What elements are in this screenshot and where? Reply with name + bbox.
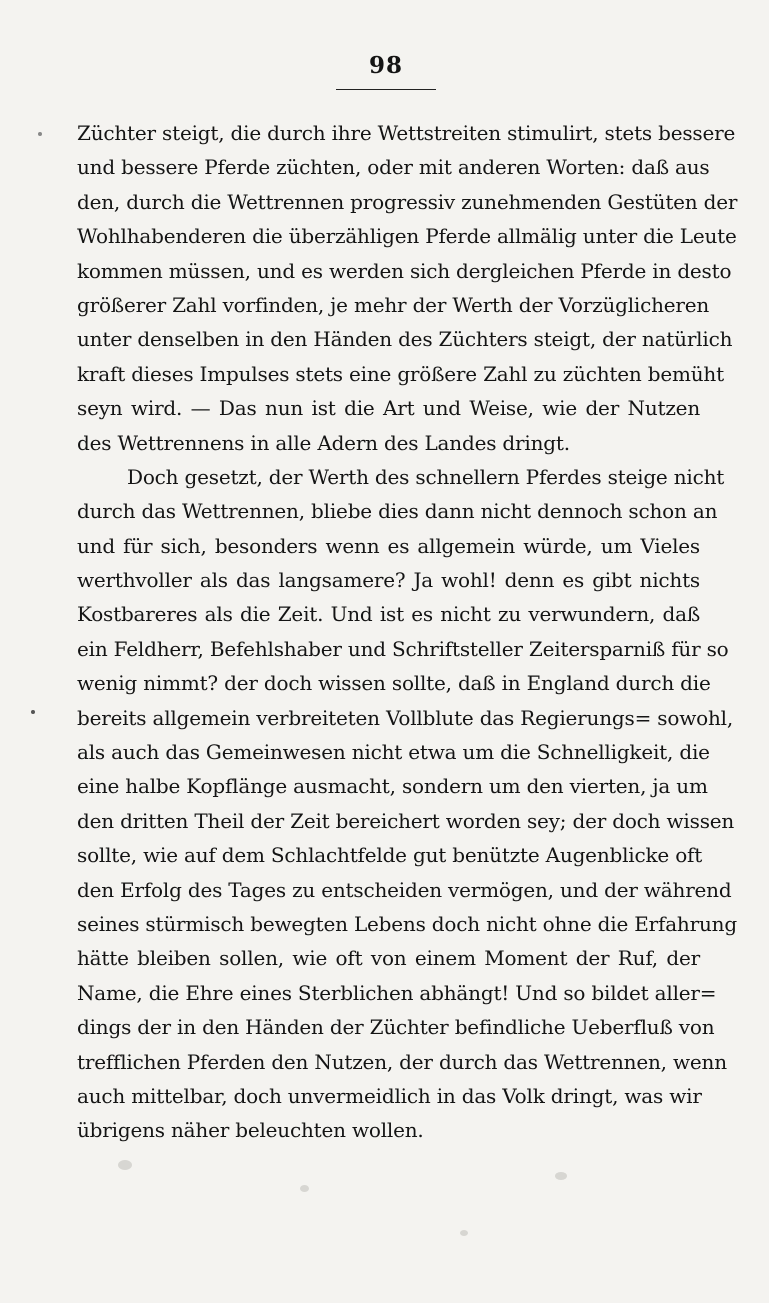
paper-speck bbox=[555, 1172, 567, 1180]
text-line: kommen müssen, und es werden sich dergleichen Pferde in desto bbox=[77, 258, 732, 283]
paragraph-2 bbox=[77, 460, 737, 1148]
text-line: des Wettrennens in alle Adern des Landes dringt. bbox=[77, 430, 570, 455]
text-line: trefflichen Pferden den Nutzen, der durch das Wettrennen, wenn bbox=[77, 1049, 727, 1074]
text-line: seines stürmisch bewegten Lebens doch nicht ohne die Erfahrung bbox=[77, 911, 737, 936]
text-line: ein Feldherr, Befehlshaber und Schriftsteller Zeitersparniß für so bbox=[77, 636, 729, 661]
text-line: größerer Zahl vorfinden, je mehr der Werth der Vorzüglicheren bbox=[77, 292, 710, 317]
text-line: Wohlhabenderen die überzähligen Pferde allmälig unter die Leute bbox=[77, 224, 737, 249]
text-line: und bessere Pferde züchten, oder mit anderen Worten: daß aus bbox=[77, 155, 710, 180]
text-line: dings der in den Händen der Züchter befindliche Ueberfluß von bbox=[77, 1015, 715, 1040]
paper-speck bbox=[31, 710, 35, 714]
paper-speck bbox=[300, 1185, 309, 1192]
text-line: Kostbareres als die Zeit. Und ist es nicht zu verwundern, daß bbox=[77, 602, 700, 627]
text-line: seyn wird. — Das nun ist die Art und Weise, wie der Nutzen bbox=[77, 396, 700, 421]
text-line: Name, die Ehre eines Sterblichen abhängt! Und so bildet aller= bbox=[77, 980, 717, 1005]
text-line: werthvoller als das langsamere? Ja wohl! denn es gibt nichts bbox=[77, 568, 700, 593]
text-line: sollte, wie auf dem Schlachtfelde gut benützte Augenblicke oft bbox=[77, 843, 703, 868]
text-line: hätte bleiben sollen, wie oft von einem Moment der Ruf, der bbox=[77, 946, 700, 971]
text-line: kraft dieses Impulses stets eine größere Zahl zu züchten bemüht bbox=[77, 361, 724, 386]
text-line: eine halbe Kopflänge ausmacht, sondern um den vierten, ja um bbox=[77, 774, 708, 799]
text-line: wenig nimmt? der doch wissen sollte, daß in England durch die bbox=[77, 671, 711, 696]
text-line: unter denselben in den Händen des Züchters steigt, der natürlich bbox=[77, 327, 733, 352]
text-line: den, durch die Wettrennen progressiv zunehmenden Gestüten der bbox=[77, 189, 738, 214]
text-line: als auch das Gemeinwesen nicht etwa um die Schnelligkeit, die bbox=[77, 740, 710, 765]
text-line: und für sich, besonders wenn es allgemein würde, um Vieles bbox=[77, 533, 700, 558]
text-line: den Erfolg des Tages zu entscheiden vermögen, und der während bbox=[77, 877, 732, 902]
text-line: Züchter steigt, die durch ihre Wettstreiten stimulirt, stets bessere bbox=[77, 121, 736, 145]
paper-speck bbox=[460, 1230, 468, 1236]
page-number-rule bbox=[336, 89, 436, 90]
paragraph-1 bbox=[77, 116, 738, 460]
text-line: auch mittelbar, doch unvermeidlich in das Volk dringt, was wir bbox=[77, 1083, 702, 1108]
page-number: 98 bbox=[368, 52, 403, 79]
text-line: den dritten Theil der Zeit bereichert worden sey; der doch wissen bbox=[77, 808, 735, 833]
text-line: durch das Wettrennen, bliebe dies dann nicht dennoch schon an bbox=[77, 499, 718, 524]
body-text bbox=[77, 116, 738, 1148]
paper-speck bbox=[38, 132, 42, 136]
text-line: bereits allgemein verbreiteten Vollblute das Regierungs= sowohl, bbox=[77, 705, 733, 730]
paper-speck bbox=[118, 1160, 132, 1170]
text-line: Doch gesetzt, der Werth des schnellern Pferdes steige nicht bbox=[127, 464, 725, 489]
text-line: übrigens näher beleuchten wollen. bbox=[77, 1118, 424, 1143]
